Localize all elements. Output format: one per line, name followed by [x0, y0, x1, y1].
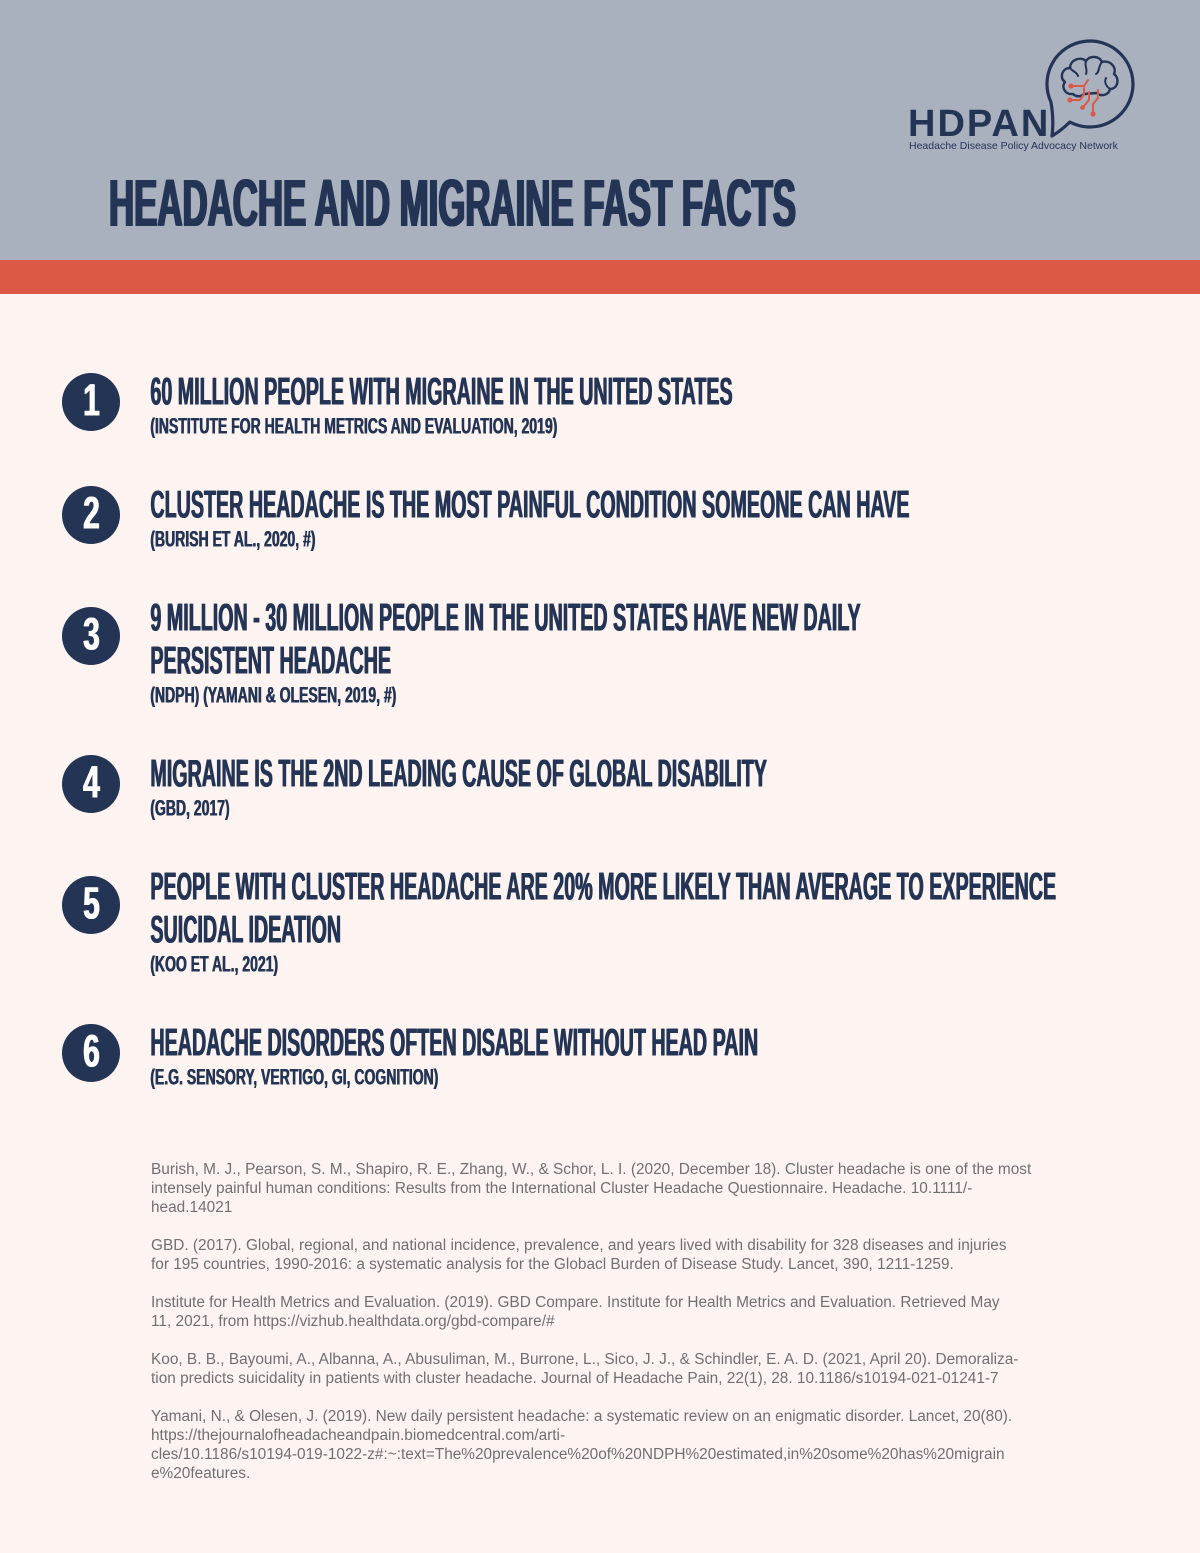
fact-number: 5 — [82, 879, 100, 929]
fact-citation — [150, 794, 1200, 821]
reference-item — [151, 1350, 1171, 1388]
reference-line: Burish, M. J., Pearson, S. M., Shapiro, R. E., Zhang, W., & Schor, L. I. (2020, December 18). Cluster headache is one of the most — [151, 1161, 1032, 1178]
fact-citation-text: (GBD, 2017) — [150, 794, 230, 821]
fact-citation-text: (BURISH ET AL., 2020, #) — [150, 525, 316, 552]
header-band — [0, 0, 1200, 260]
fact-number: 4 — [82, 758, 100, 808]
fact-number-badge — [62, 755, 120, 813]
fact-citation-text: (KOO ET AL., 2021) — [150, 950, 278, 977]
reference-line: for 195 countries, 1990-2016: a systematic analysis for the Globacl Burden of Disease Study. Lancet, 390, 1211-1259. — [151, 1256, 954, 1273]
fact-number: 6 — [82, 1027, 100, 1077]
fact-citation-text: (NDPH) (YAMANI & OLESEN, 2019, #) — [150, 681, 397, 708]
reference-item — [151, 1160, 1171, 1217]
fact-item — [0, 486, 1200, 551]
reference-line: Koo, B. B., Bayoumi, A., Albanna, A., Abusuliman, M., Burrone, L., Sico, J. J., & Schindler, E. A. D. (2021, April 20). Demoraliza- — [151, 1351, 1019, 1368]
logo-tagline: Headache Disease Policy Advocacy Network — [909, 140, 1118, 152]
fact-title — [150, 755, 1200, 798]
fact-title-line: CLUSTER HEADACHE IS THE MOST PAINFUL CONDITION SOMEONE CAN HAVE — [150, 484, 910, 528]
reference-line: cles/10.1186/s10194-019-1022-z#:~:text=The%20prevalence%20of%20NDPH%20estimated,in%20some%20has%20migrain — [151, 1446, 1005, 1463]
logo-wordmark: HDPAN — [908, 103, 1051, 145]
fact-item — [0, 868, 1200, 976]
fact-title — [150, 599, 1200, 642]
reference-line: tion predicts suicidality in patients with cluster headache. Journal of Headache Pain, 22(1), 28. 10.1186/s10194-021-01241-7 — [151, 1370, 999, 1387]
reference-item — [151, 1236, 1171, 1274]
fact-title-line: PEOPLE WITH CLUSTER HEADACHE ARE 20% MORE LIKELY THAN AVERAGE TO EXPERIENCE — [150, 866, 1056, 910]
reference-line: intensely painful human conditions: Results from the International Cluster Headache Questionnaire. Headache. 10.1111/- — [151, 1180, 973, 1197]
fact-title — [150, 486, 1200, 529]
fact-citation — [150, 681, 1200, 708]
fact-number-badge — [62, 1024, 120, 1082]
fact-title-line: 9 MILLION - 30 MILLION PEOPLE IN THE UNITED STATES HAVE NEW DAILY — [150, 597, 861, 641]
page-title — [108, 166, 828, 242]
fact-citation-text: (INSTITUTE FOR HEALTH METRICS AND EVALUATION, 2019) — [150, 412, 558, 439]
page-title-text: HEADACHE AND MIGRAINE FAST FACTS — [108, 166, 795, 242]
fact-citation — [150, 525, 1200, 552]
fact-citation-text: (E.G. SENSORY, VERTIGO, GI, COGNITION) — [150, 1063, 439, 1090]
fact-number: 1 — [82, 376, 100, 426]
fact-citation — [150, 950, 1200, 977]
reference-line: Yamani, N., & Olesen, J. (2019). New daily persistent headache: a systematic review on an enigmatic disorder. Lancet, 20(80). — [151, 1408, 1013, 1425]
facts-list — [0, 373, 1200, 1137]
fact-number: 2 — [82, 489, 100, 539]
fact-title-line: MIGRAINE IS THE 2ND LEADING CAUSE OF GLOBAL DISABILITY — [150, 753, 767, 797]
fact-title — [150, 642, 1200, 685]
reference-line: 11, 2021, from https://vizhub.healthdata.org/gbd-compare/# — [151, 1313, 555, 1330]
reference-line: Institute for Health Metrics and Evaluation. (2019). GBD Compare. Institute for Health Metrics and Evaluation. Retrieved May — [151, 1294, 1000, 1311]
reference-item — [151, 1293, 1171, 1331]
fact-title — [150, 911, 1200, 954]
brain-speech-bubble-icon — [1040, 34, 1140, 144]
reference-line: GBD. (2017). Global, regional, and national incidence, prevalence, and years lived with disability for 328 diseases and injuries — [151, 1237, 1007, 1254]
fact-number-badge — [62, 486, 120, 544]
fact-number-badge — [62, 373, 120, 431]
reference-line: https://thejournalofheadacheandpain.biomedcentral.com/arti- — [151, 1427, 566, 1444]
fact-title-line: PERSISTENT HEADACHE — [150, 640, 391, 684]
fact-citation — [150, 412, 1200, 439]
fact-title-line: 60 MILLION PEOPLE WITH MIGRAINE IN THE UNITED STATES — [150, 371, 733, 415]
fact-number: 3 — [82, 610, 100, 660]
fact-item — [0, 755, 1200, 820]
fact-title — [150, 373, 1200, 416]
accent-stripe — [0, 260, 1200, 294]
reference-line: head.14021 — [151, 1199, 233, 1216]
fact-item — [0, 373, 1200, 438]
fact-title-line: HEADACHE DISORDERS OFTEN DISABLE WITHOUT HEAD PAIN — [150, 1022, 758, 1066]
fact-citation — [150, 1063, 1200, 1090]
fact-title — [150, 868, 1200, 911]
references-list — [151, 1160, 1171, 1502]
fact-number-badge — [62, 607, 120, 665]
fact-title-line: SUICIDAL IDEATION — [150, 909, 341, 953]
fact-title — [150, 1024, 1200, 1067]
fact-number-badge — [62, 876, 120, 934]
fact-item — [0, 1024, 1200, 1089]
reference-item — [151, 1407, 1171, 1483]
fact-item — [0, 599, 1200, 707]
reference-line: e%20features. — [151, 1465, 251, 1482]
